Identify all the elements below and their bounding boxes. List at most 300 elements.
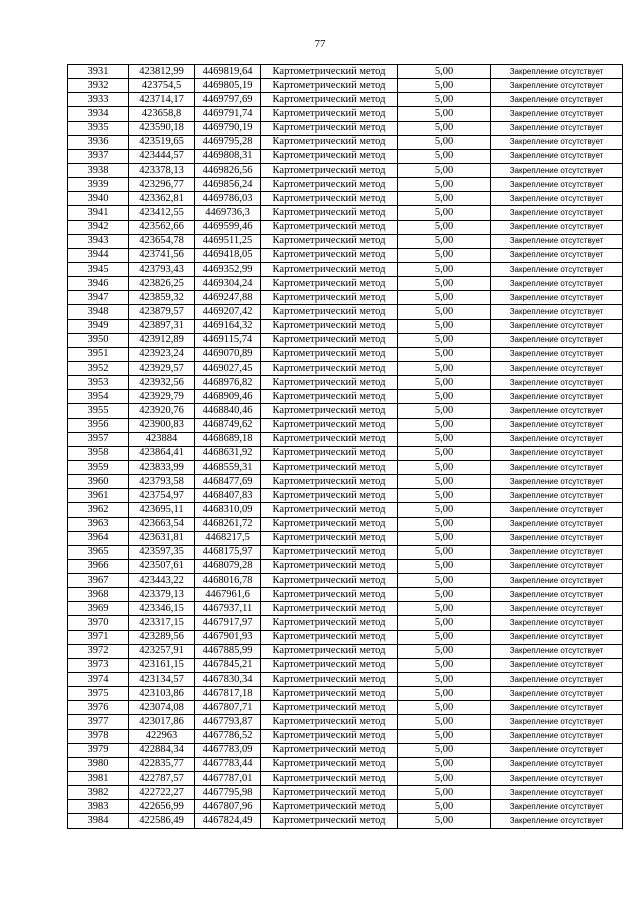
- y-coordinate-cell: 4467807,71: [195, 701, 261, 715]
- y-coordinate-cell: 4469418,05: [195, 248, 261, 262]
- y-coordinate-cell: 4468631,92: [195, 446, 261, 460]
- table-row: [68, 248, 623, 262]
- accuracy-cell: 5,00: [398, 814, 491, 828]
- table-row: [68, 277, 623, 291]
- x-coordinate-cell: 423317,15: [129, 616, 195, 630]
- table-row: [68, 135, 623, 149]
- accuracy-cell: 5,00: [398, 220, 491, 234]
- status-cell: Закрепление отсутствует: [491, 701, 623, 715]
- point-number-cell: 3951: [68, 347, 129, 361]
- accuracy-cell: 5,00: [398, 545, 491, 559]
- y-coordinate-cell: 4469207,42: [195, 305, 261, 319]
- table-row: [68, 729, 623, 743]
- point-number-cell: 3977: [68, 715, 129, 729]
- y-coordinate-cell: 4467786,52: [195, 729, 261, 743]
- status-cell: Закрепление отсутствует: [491, 446, 623, 460]
- accuracy-cell: 5,00: [398, 687, 491, 701]
- point-number-cell: 3972: [68, 644, 129, 658]
- point-number-cell: 3955: [68, 404, 129, 418]
- x-coordinate-cell: 423912,89: [129, 333, 195, 347]
- accuracy-cell: 5,00: [398, 800, 491, 814]
- point-number-cell: 3958: [68, 446, 129, 460]
- point-number-cell: 3967: [68, 574, 129, 588]
- point-number-cell: 3959: [68, 460, 129, 474]
- accuracy-cell: 5,00: [398, 149, 491, 163]
- y-coordinate-cell: 4469164,32: [195, 319, 261, 333]
- x-coordinate-cell: 423663,54: [129, 517, 195, 531]
- status-cell: Закрепление отсутствует: [491, 517, 623, 531]
- method-cell: Картометрический метод: [261, 559, 398, 573]
- x-coordinate-cell: 423296,77: [129, 178, 195, 192]
- point-number-cell: 3953: [68, 376, 129, 390]
- table-row: [68, 814, 623, 828]
- table-row: [68, 531, 623, 545]
- x-coordinate-cell: 422835,77: [129, 757, 195, 771]
- point-number-cell: 3971: [68, 630, 129, 644]
- table-row: [68, 333, 623, 347]
- point-number-cell: 3945: [68, 262, 129, 276]
- table-row: [68, 390, 623, 404]
- accuracy-cell: 5,00: [398, 757, 491, 771]
- x-coordinate-cell: 422586,49: [129, 814, 195, 828]
- point-number-cell: 3969: [68, 602, 129, 616]
- method-cell: Картометрический метод: [261, 333, 398, 347]
- accuracy-cell: 5,00: [398, 559, 491, 573]
- status-cell: Закрепление отсутствует: [491, 630, 623, 644]
- point-number-cell: 3937: [68, 149, 129, 163]
- method-cell: Картометрический метод: [261, 531, 398, 545]
- y-coordinate-cell: 4468310,09: [195, 503, 261, 517]
- accuracy-cell: 5,00: [398, 475, 491, 489]
- table-row: [68, 446, 623, 460]
- point-number-cell: 3954: [68, 390, 129, 404]
- table-row: [68, 687, 623, 701]
- y-coordinate-cell: 4469797,69: [195, 93, 261, 107]
- status-cell: Закрепление отсутствует: [491, 772, 623, 786]
- point-number-cell: 3984: [68, 814, 129, 828]
- method-cell: Картометрический метод: [261, 574, 398, 588]
- method-cell: Картометрический метод: [261, 347, 398, 361]
- method-cell: Картометрический метод: [261, 701, 398, 715]
- method-cell: Картометрический метод: [261, 220, 398, 234]
- x-coordinate-cell: 423879,57: [129, 305, 195, 319]
- status-cell: Закрепление отсутствует: [491, 319, 623, 333]
- y-coordinate-cell: 4467783,44: [195, 757, 261, 771]
- method-cell: Картометрический метод: [261, 93, 398, 107]
- table-row: [68, 786, 623, 800]
- method-cell: Картометрический метод: [261, 178, 398, 192]
- status-cell: Закрепление отсутствует: [491, 333, 623, 347]
- method-cell: Картометрический метод: [261, 305, 398, 319]
- point-number-cell: 3981: [68, 772, 129, 786]
- status-cell: Закрепление отсутствует: [491, 616, 623, 630]
- status-cell: Закрепление отсутствует: [491, 574, 623, 588]
- method-cell: Картометрический метод: [261, 107, 398, 121]
- point-number-cell: 3931: [68, 65, 129, 79]
- y-coordinate-cell: 4467807,96: [195, 800, 261, 814]
- page-number: 77: [314, 38, 326, 50]
- point-number-cell: 3980: [68, 757, 129, 771]
- point-number-cell: 3932: [68, 79, 129, 93]
- accuracy-cell: 5,00: [398, 673, 491, 687]
- status-cell: Закрепление отсутствует: [491, 715, 623, 729]
- method-cell: Картометрический метод: [261, 460, 398, 474]
- x-coordinate-cell: 423897,31: [129, 319, 195, 333]
- status-cell: Закрепление отсутствует: [491, 814, 623, 828]
- method-cell: Картометрический метод: [261, 404, 398, 418]
- accuracy-cell: 5,00: [398, 743, 491, 757]
- table-row: [68, 178, 623, 192]
- x-coordinate-cell: 423923,24: [129, 347, 195, 361]
- table-row: [68, 79, 623, 93]
- y-coordinate-cell: 4467901,93: [195, 630, 261, 644]
- accuracy-cell: 5,00: [398, 588, 491, 602]
- y-coordinate-cell: 4467793,87: [195, 715, 261, 729]
- y-coordinate-cell: 4467787,01: [195, 772, 261, 786]
- table-row: [68, 404, 623, 418]
- y-coordinate-cell: 4469352,99: [195, 262, 261, 276]
- status-cell: Закрепление отсутствует: [491, 178, 623, 192]
- table-row: [68, 602, 623, 616]
- y-coordinate-cell: 4467817,18: [195, 687, 261, 701]
- table-row: [68, 149, 623, 163]
- x-coordinate-cell: 423412,55: [129, 206, 195, 220]
- x-coordinate-cell: 423932,56: [129, 376, 195, 390]
- status-cell: Закрепление отсутствует: [491, 800, 623, 814]
- point-number-cell: 3965: [68, 545, 129, 559]
- x-coordinate-cell: 423161,15: [129, 658, 195, 672]
- table-row: [68, 673, 623, 687]
- point-number-cell: 3974: [68, 673, 129, 687]
- y-coordinate-cell: 4469115,74: [195, 333, 261, 347]
- table-row: [68, 376, 623, 390]
- status-cell: Закрепление отсутствует: [491, 545, 623, 559]
- method-cell: Картометрический метод: [261, 489, 398, 503]
- point-number-cell: 3975: [68, 687, 129, 701]
- status-cell: Закрепление отсутствует: [491, 149, 623, 163]
- method-cell: Картометрический метод: [261, 545, 398, 559]
- table-row: [68, 574, 623, 588]
- status-cell: Закрепление отсутствует: [491, 687, 623, 701]
- method-cell: Картометрический метод: [261, 248, 398, 262]
- y-coordinate-cell: 4467961,6: [195, 588, 261, 602]
- point-number-cell: 3943: [68, 234, 129, 248]
- y-coordinate-cell: 4469786,03: [195, 192, 261, 206]
- method-cell: Картометрический метод: [261, 588, 398, 602]
- x-coordinate-cell: 423929,57: [129, 361, 195, 375]
- point-number-cell: 3933: [68, 93, 129, 107]
- y-coordinate-cell: 4467917,97: [195, 616, 261, 630]
- method-cell: Картометрический метод: [261, 743, 398, 757]
- x-coordinate-cell: 422963: [129, 729, 195, 743]
- accuracy-cell: 5,00: [398, 248, 491, 262]
- accuracy-cell: 5,00: [398, 192, 491, 206]
- point-number-cell: 3940: [68, 192, 129, 206]
- table-row: [68, 588, 623, 602]
- x-coordinate-cell: 423346,15: [129, 602, 195, 616]
- x-coordinate-cell: 422722,27: [129, 786, 195, 800]
- point-number-cell: 3968: [68, 588, 129, 602]
- table-row: [68, 503, 623, 517]
- y-coordinate-cell: 4469826,56: [195, 163, 261, 177]
- x-coordinate-cell: 423444,57: [129, 149, 195, 163]
- accuracy-cell: 5,00: [398, 234, 491, 248]
- x-coordinate-cell: 423812,99: [129, 65, 195, 79]
- point-number-cell: 3957: [68, 432, 129, 446]
- point-number-cell: 3956: [68, 418, 129, 432]
- table-row: [68, 715, 623, 729]
- x-coordinate-cell: 423695,11: [129, 503, 195, 517]
- point-number-cell: 3941: [68, 206, 129, 220]
- y-coordinate-cell: 4469511,25: [195, 234, 261, 248]
- table-row: [68, 107, 623, 121]
- table-row: [68, 206, 623, 220]
- accuracy-cell: 5,00: [398, 644, 491, 658]
- x-coordinate-cell: 423900,83: [129, 418, 195, 432]
- point-number-cell: 3983: [68, 800, 129, 814]
- status-cell: Закрепление отсутствует: [491, 93, 623, 107]
- status-cell: Закрепление отсутствует: [491, 347, 623, 361]
- method-cell: Картометрический метод: [261, 602, 398, 616]
- table-row: [68, 743, 623, 757]
- x-coordinate-cell: 423362,81: [129, 192, 195, 206]
- x-coordinate-cell: 423833,99: [129, 460, 195, 474]
- method-cell: Картометрический метод: [261, 291, 398, 305]
- accuracy-cell: 5,00: [398, 658, 491, 672]
- accuracy-cell: 5,00: [398, 715, 491, 729]
- point-number-cell: 3960: [68, 475, 129, 489]
- y-coordinate-cell: 4469599,46: [195, 220, 261, 234]
- y-coordinate-cell: 4467937,11: [195, 602, 261, 616]
- method-cell: Картометрический метод: [261, 786, 398, 800]
- table-row: [68, 361, 623, 375]
- point-number-cell: 3946: [68, 277, 129, 291]
- y-coordinate-cell: 4467830,34: [195, 673, 261, 687]
- table-row: [68, 489, 623, 503]
- method-cell: Картометрический метод: [261, 192, 398, 206]
- y-coordinate-cell: 4469795,28: [195, 135, 261, 149]
- status-cell: Закрепление отсутствует: [491, 234, 623, 248]
- status-cell: Закрепление отсутствует: [491, 305, 623, 319]
- status-cell: Закрепление отсутствует: [491, 291, 623, 305]
- accuracy-cell: 5,00: [398, 376, 491, 390]
- method-cell: Картометрический метод: [261, 65, 398, 79]
- y-coordinate-cell: 4468477,69: [195, 475, 261, 489]
- accuracy-cell: 5,00: [398, 404, 491, 418]
- accuracy-cell: 5,00: [398, 390, 491, 404]
- x-coordinate-cell: 423378,13: [129, 163, 195, 177]
- status-cell: Закрепление отсутствует: [491, 390, 623, 404]
- y-coordinate-cell: 4468749,62: [195, 418, 261, 432]
- method-cell: Картометрический метод: [261, 121, 398, 135]
- method-cell: Картометрический метод: [261, 673, 398, 687]
- method-cell: Картометрический метод: [261, 772, 398, 786]
- x-coordinate-cell: 423793,43: [129, 262, 195, 276]
- x-coordinate-cell: 423519,65: [129, 135, 195, 149]
- y-coordinate-cell: 4467783,09: [195, 743, 261, 757]
- method-cell: Картометрический метод: [261, 715, 398, 729]
- method-cell: Картометрический метод: [261, 79, 398, 93]
- accuracy-cell: 5,00: [398, 574, 491, 588]
- y-coordinate-cell: 4469805,19: [195, 79, 261, 93]
- method-cell: Картометрический метод: [261, 630, 398, 644]
- status-cell: Закрепление отсутствует: [491, 531, 623, 545]
- y-coordinate-cell: 4469304,24: [195, 277, 261, 291]
- table-row: [68, 262, 623, 276]
- accuracy-cell: 5,00: [398, 729, 491, 743]
- accuracy-cell: 5,00: [398, 163, 491, 177]
- x-coordinate-cell: 423741,56: [129, 248, 195, 262]
- point-number-cell: 3944: [68, 248, 129, 262]
- x-coordinate-cell: 423929,79: [129, 390, 195, 404]
- point-number-cell: 3979: [68, 743, 129, 757]
- point-number-cell: 3961: [68, 489, 129, 503]
- status-cell: Закрепление отсутствует: [491, 404, 623, 418]
- method-cell: Картометрический метод: [261, 432, 398, 446]
- status-cell: Закрепление отсутствует: [491, 460, 623, 474]
- accuracy-cell: 5,00: [398, 333, 491, 347]
- y-coordinate-cell: 4468175,97: [195, 545, 261, 559]
- y-coordinate-cell: 4468261,72: [195, 517, 261, 531]
- accuracy-cell: 5,00: [398, 602, 491, 616]
- status-cell: Закрепление отсутствует: [491, 588, 623, 602]
- point-number-cell: 3964: [68, 531, 129, 545]
- table-row: [68, 701, 623, 715]
- status-cell: Закрепление отсутствует: [491, 673, 623, 687]
- x-coordinate-cell: 423826,25: [129, 277, 195, 291]
- accuracy-cell: 5,00: [398, 107, 491, 121]
- point-number-cell: 3950: [68, 333, 129, 347]
- x-coordinate-cell: 422656,99: [129, 800, 195, 814]
- accuracy-cell: 5,00: [398, 432, 491, 446]
- accuracy-cell: 5,00: [398, 135, 491, 149]
- method-cell: Картометрический метод: [261, 729, 398, 743]
- accuracy-cell: 5,00: [398, 616, 491, 630]
- x-coordinate-cell: 423754,5: [129, 79, 195, 93]
- accuracy-cell: 5,00: [398, 305, 491, 319]
- y-coordinate-cell: 4468909,46: [195, 390, 261, 404]
- accuracy-cell: 5,00: [398, 701, 491, 715]
- x-coordinate-cell: 423597,35: [129, 545, 195, 559]
- point-number-cell: 3970: [68, 616, 129, 630]
- method-cell: Картометрический метод: [261, 163, 398, 177]
- accuracy-cell: 5,00: [398, 361, 491, 375]
- status-cell: Закрепление отсутствует: [491, 376, 623, 390]
- status-cell: Закрепление отсутствует: [491, 729, 623, 743]
- y-coordinate-cell: 4468079,28: [195, 559, 261, 573]
- status-cell: Закрепление отсутствует: [491, 262, 623, 276]
- status-cell: Закрепление отсутствует: [491, 220, 623, 234]
- y-coordinate-cell: 4468407,83: [195, 489, 261, 503]
- accuracy-cell: 5,00: [398, 630, 491, 644]
- accuracy-cell: 5,00: [398, 489, 491, 503]
- x-coordinate-cell: 423859,32: [129, 291, 195, 305]
- point-number-cell: 3966: [68, 559, 129, 573]
- coordinates-table: [67, 64, 623, 829]
- x-coordinate-cell: 423793,58: [129, 475, 195, 489]
- table-row: [68, 234, 623, 248]
- status-cell: Закрепление отсутствует: [491, 503, 623, 517]
- x-coordinate-cell: 423017,86: [129, 715, 195, 729]
- accuracy-cell: 5,00: [398, 277, 491, 291]
- point-number-cell: 3939: [68, 178, 129, 192]
- table-row: [68, 121, 623, 135]
- y-coordinate-cell: 4468840,46: [195, 404, 261, 418]
- y-coordinate-cell: 4468016,78: [195, 574, 261, 588]
- x-coordinate-cell: 423631,81: [129, 531, 195, 545]
- table-row: [68, 65, 623, 79]
- method-cell: Картометрический метод: [261, 135, 398, 149]
- point-number-cell: 3949: [68, 319, 129, 333]
- x-coordinate-cell: 423289,56: [129, 630, 195, 644]
- status-cell: Закрепление отсутствует: [491, 192, 623, 206]
- method-cell: Картометрический метод: [261, 800, 398, 814]
- method-cell: Картометрический метод: [261, 446, 398, 460]
- accuracy-cell: 5,00: [398, 531, 491, 545]
- y-coordinate-cell: 4469027,45: [195, 361, 261, 375]
- status-cell: Закрепление отсутствует: [491, 418, 623, 432]
- point-number-cell: 3936: [68, 135, 129, 149]
- table-row: [68, 220, 623, 234]
- accuracy-cell: 5,00: [398, 503, 491, 517]
- table-row: [68, 432, 623, 446]
- table-row: [68, 616, 623, 630]
- point-number-cell: 3973: [68, 658, 129, 672]
- method-cell: Картометрический метод: [261, 517, 398, 531]
- status-cell: Закрепление отсутствует: [491, 79, 623, 93]
- y-coordinate-cell: 4469791,74: [195, 107, 261, 121]
- method-cell: Картометрический метод: [261, 687, 398, 701]
- status-cell: Закрепление отсутствует: [491, 121, 623, 135]
- accuracy-cell: 5,00: [398, 79, 491, 93]
- status-cell: Закрепление отсутствует: [491, 644, 623, 658]
- accuracy-cell: 5,00: [398, 347, 491, 361]
- table-row: [68, 475, 623, 489]
- point-number-cell: 3962: [68, 503, 129, 517]
- point-number-cell: 3976: [68, 701, 129, 715]
- x-coordinate-cell: 422787,57: [129, 772, 195, 786]
- table-row: [68, 291, 623, 305]
- status-cell: Закрепление отсутствует: [491, 786, 623, 800]
- method-cell: Картометрический метод: [261, 475, 398, 489]
- status-cell: Закрепление отсутствует: [491, 658, 623, 672]
- table-row: [68, 319, 623, 333]
- x-coordinate-cell: 423754,97: [129, 489, 195, 503]
- y-coordinate-cell: 4468689,18: [195, 432, 261, 446]
- method-cell: Картометрический метод: [261, 319, 398, 333]
- accuracy-cell: 5,00: [398, 65, 491, 79]
- accuracy-cell: 5,00: [398, 460, 491, 474]
- method-cell: Картометрический метод: [261, 277, 398, 291]
- method-cell: Картометрический метод: [261, 149, 398, 163]
- x-coordinate-cell: 423714,17: [129, 93, 195, 107]
- status-cell: Закрепление отсутствует: [491, 248, 623, 262]
- x-coordinate-cell: 423590,18: [129, 121, 195, 135]
- status-cell: Закрепление отсутствует: [491, 757, 623, 771]
- x-coordinate-cell: 423257,91: [129, 644, 195, 658]
- x-coordinate-cell: 423443,22: [129, 574, 195, 588]
- x-coordinate-cell: 423379,13: [129, 588, 195, 602]
- method-cell: Картометрический метод: [261, 361, 398, 375]
- y-coordinate-cell: 4469808,31: [195, 149, 261, 163]
- y-coordinate-cell: 4468559,31: [195, 460, 261, 474]
- table-row: [68, 192, 623, 206]
- x-coordinate-cell: 423074,08: [129, 701, 195, 715]
- table-row: [68, 757, 623, 771]
- y-coordinate-cell: 4467824,49: [195, 814, 261, 828]
- point-number-cell: 3934: [68, 107, 129, 121]
- method-cell: Картометрический метод: [261, 644, 398, 658]
